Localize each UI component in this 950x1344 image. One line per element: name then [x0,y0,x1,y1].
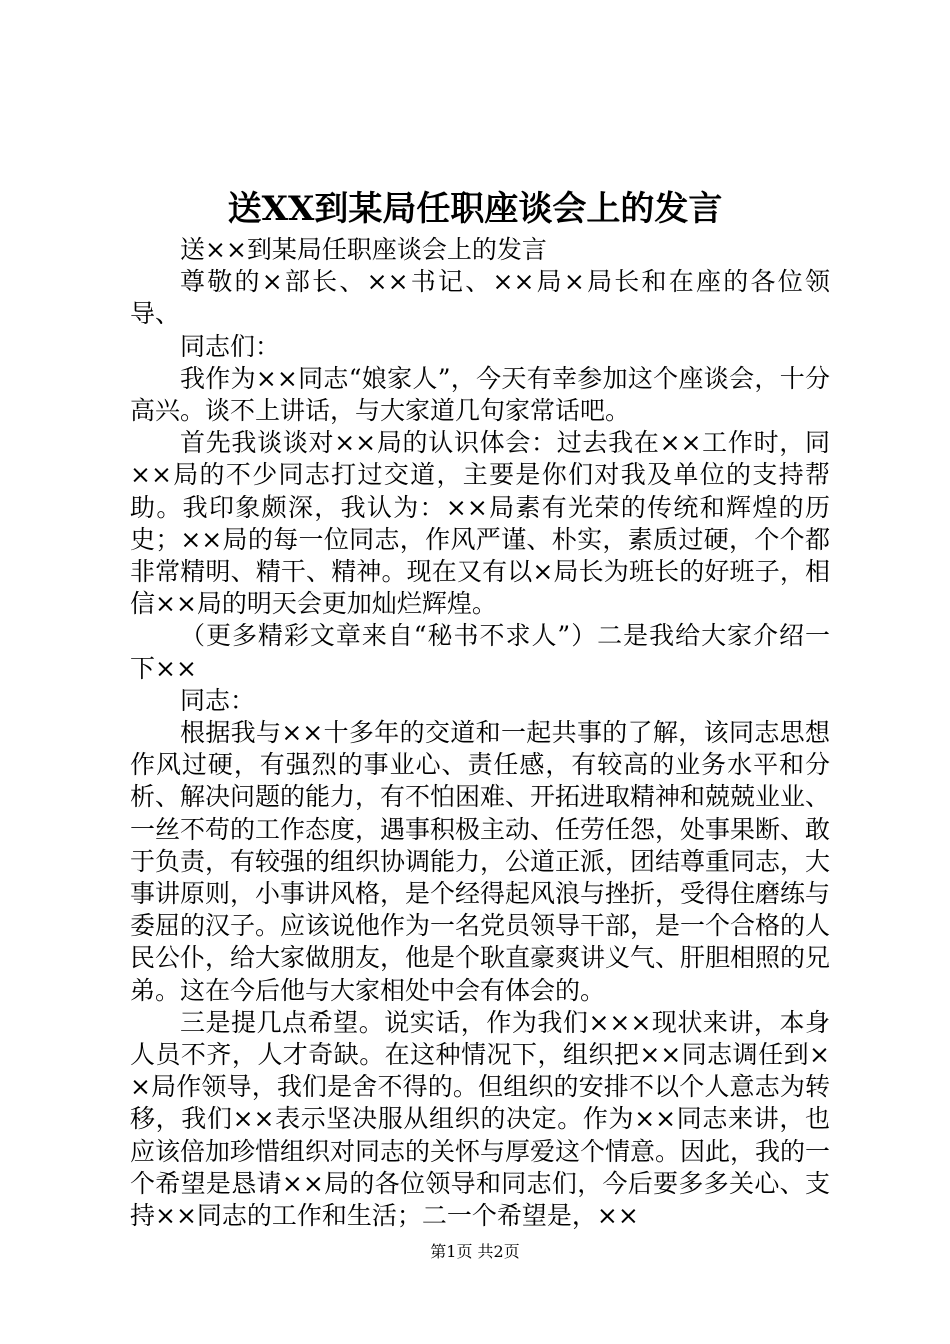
paragraph-comrade: 同志： [180,685,256,715]
page-footer: 第1页 共2页 [430,1242,520,1261]
paragraph-second-point: （更多精彩文章来自“秘书不求人”）二是我给大家介绍一下×× [130,621,830,683]
paragraph-intro: 我作为××同志“娘家人”，今天有幸参加这个座谈会，十分高兴。谈不上讲话，与大家道几句家常话吧。 [130,363,830,426]
paragraph-impression: 首先我谈谈对××局的认识体会：过去我在××工作时，同××局的不少同志打过交道，主要是你们对我及单位的支持帮助。我印象颇深，我认为：××局素有光荣的传统和辉煌的历史；××局的每一位同志，作风严谨、朴实，素质过硬，个个都非常精明、精干、精神。现在又有以×局长为班长的好班子，相信××局的明天会更加灿烂辉煌。 [130,428,830,619]
document-body [130,234,830,1232]
paragraph-hopes: 三是提几点希望。说实话，作为我们×××现状来讲，本身人员不齐，人才奇缺。在这种情况下，组织把××同志调任到××局作领导，我们是舍不得的。但组织的安排不以个人意志为转移，我们××表示坚决服从组织的决定。作为××同志来讲，也应该倍加珍惜组织对同志的关怀与厚爱这个情意。因此，我的一个希望是恳请××局的各位领导和同志们，今后要多多关心、支持××同志的工作和生活；二一个希望是，×× [130,1007,831,1231]
paragraph-salutation: 尊敬的×部长、××书记、××局×局长和在座的各位领导、 [130,267,830,329]
paragraph-heading: 送××到某局任职座谈会上的发言 [180,235,547,264]
paragraph-evaluation: 根据我与××十多年的交道和一起共事的了解，该同志思想作风过硬，有强烈的事业心、责任感，有较高的业务水平和分析、解决问题的能力，有不怕困难、开拓进取精神和兢兢业业、一丝不苟的工作态度，遇事积极主动、任劳任怨，处事果断、敢于负责，有较强的组织协调能力，公道正派，团结尊重同志，大事讲原则，小事讲风格，是个经得起风浪与挫折，受得住磨练与委屈的汉子。应该说他作为一名党员领导干部，是一个合格的人民公仆，给大家做朋友，他是个耿直豪爽讲义气、肝胆相照的兄弟。这在今后他与大家相处中会有体会的。 [130,718,831,1005]
paragraph-salutation-cont: 同志们： [180,331,281,361]
document-title: 送XX到某局任职座谈会上的发言 [227,189,723,229]
